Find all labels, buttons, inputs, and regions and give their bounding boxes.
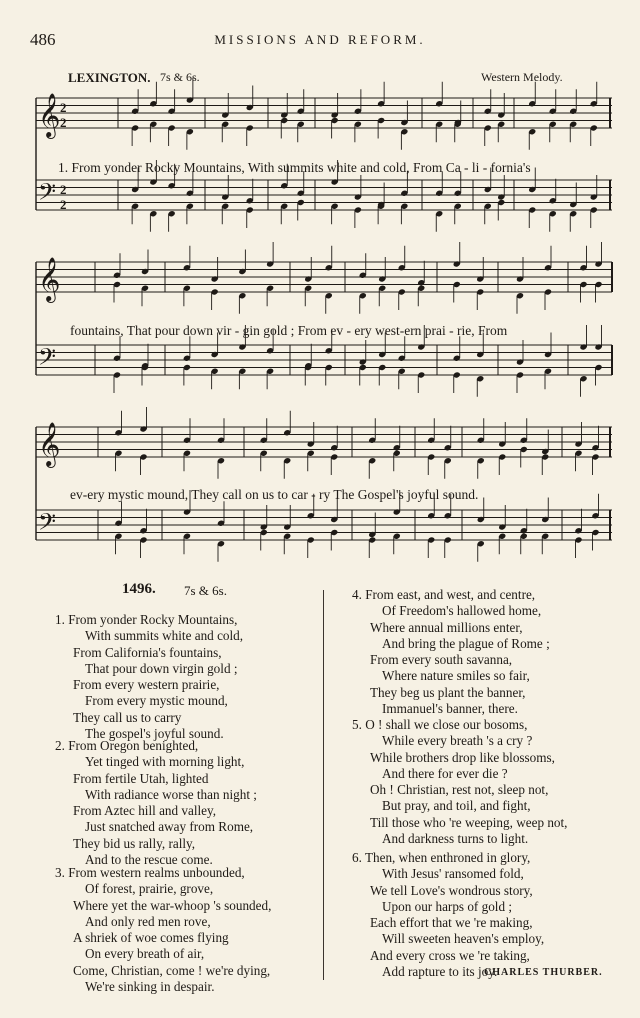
tune-source: Western Melody. [481, 70, 563, 84]
verse-line: 6. Then, when enthroned in glory, [352, 850, 531, 865]
treble-clef: 𝄞 [38, 422, 61, 466]
verse-line: From every western prairie, [73, 677, 220, 693]
lyric-line-2: fountains, That pour down vir - gin gold ; From ev - ery west-ern prai - rie, From [70, 323, 508, 338]
verse-line: From fertile Utah, lighted [73, 770, 209, 786]
verse-line: They call us to carry [73, 709, 182, 725]
verse-line: They bid us rally, rally, [73, 835, 196, 851]
time-signature: 2 [60, 197, 67, 212]
time-signature: 2 [60, 100, 67, 115]
verse-line: They beg us plant the banner, [370, 684, 526, 700]
verse-line: From Aztec hill and valley, [73, 803, 217, 819]
verse-4 [352, 587, 550, 717]
verse-line: 2. From Oregon benighted, [55, 738, 199, 753]
verse-1 [55, 612, 243, 742]
verse-line: And every cross we 're taking, [370, 947, 530, 963]
verse-line: Of forest, prairie, grove, [85, 881, 214, 897]
verse-line: With summits white and cold, [85, 628, 244, 644]
tune-name: LEXINGTON. [68, 70, 151, 85]
verse-line: And darkness turns to light. [382, 831, 529, 847]
running-title: MISSIONS AND REFORM. [214, 32, 426, 47]
verse-6 [352, 850, 544, 980]
treble-clef: 𝄞 [38, 257, 61, 301]
verse-line: Upon our harps of gold ; [382, 898, 513, 914]
verse-line: But pray, and toil, and fight, [382, 798, 531, 814]
time-signature: 2 [60, 182, 67, 197]
verse-line: 1. From yonder Rocky Mountains, [55, 612, 238, 627]
verse-line: Each effort that we 're making, [370, 915, 533, 931]
verse-line: 4. From east, and west, and centre, [352, 587, 536, 602]
verse-line: Where yet the war-whoop 's sounded, [73, 897, 272, 913]
verse-line: Till those who 're weeping, weep not, [370, 814, 568, 830]
treble-clef: 𝄞 [38, 93, 61, 137]
verse-line: Where annual millions enter, [370, 619, 523, 635]
verse-5 [352, 717, 567, 847]
verse-line: From California's fountains, [73, 644, 222, 660]
verse-line: And only red men rove, [85, 913, 211, 929]
attribution: CHARLES THURBER. [484, 967, 603, 978]
verse-line: That pour down virgin gold ; [85, 660, 238, 676]
bass-clef: 𝄢 [38, 508, 57, 541]
hymn-number: 1496. [122, 581, 156, 597]
verse-line: From every mystic mound, [85, 693, 228, 709]
verse-line: Will sweeten heaven's employ, [382, 931, 545, 947]
hymn-meter: 7s & 6s. [184, 583, 227, 598]
verse-line: The gospel's joyful sound. [85, 726, 224, 742]
verse-line: With radiance worse than night ; [85, 786, 257, 802]
lyric-line-3: ev-ery mystic mound, They call on us to car - ry The Gospel's joyful sound. [70, 487, 479, 502]
verse-line: While every breath 's a cry ? [382, 733, 533, 749]
bass-clef: 𝄢 [38, 343, 57, 376]
verse-line: Of Freedom's hallowed home, [382, 603, 542, 619]
verse-line: We tell Love's wondrous story, [370, 882, 533, 898]
verse-3 [55, 865, 271, 995]
time-signature: 2 [60, 115, 67, 130]
verse-line: A shriek of woe comes flying [73, 930, 229, 946]
verse-line: And bring the plague of Rome ; [382, 635, 550, 651]
column-divider [323, 590, 324, 980]
verse-line: And there for ever die ? [382, 765, 508, 781]
verse-2 [55, 738, 257, 868]
lyric-line-1: 1. From yonder Rocky Mountains, With summits white and cold, From Ca - li - fornia's [58, 160, 531, 175]
verse-line: Immanuel's banner, there. [382, 701, 518, 717]
verse-line: 5. O ! shall we close our bosoms, [352, 717, 528, 732]
verse-line: Where nature smiles so fair, [382, 668, 530, 684]
bass-clef: 𝄢 [38, 178, 57, 211]
verse-line: Just snatched away from Rome, [85, 819, 254, 835]
verse-line: Add rapture to its joy. [382, 964, 498, 980]
verse-line: Yet tinged with morning light, [85, 754, 245, 770]
page-number: 486 [30, 30, 56, 49]
verse-line: And to the rescue come. [85, 852, 213, 868]
verse-line: We're sinking in despair. [85, 979, 215, 995]
verse-line: 3. From western realms unbounded, [55, 865, 245, 880]
tune-meter: 7s & 6s. [160, 70, 200, 84]
verse-line: Oh ! Christian, rest not, sleep not, [370, 782, 549, 798]
verse-line: With Jesus' ransomed fold, [382, 866, 524, 882]
verse-line: Come, Christian, come ! we're dying, [73, 962, 271, 978]
verse-line: While brothers drop like blossoms, [370, 749, 555, 765]
verse-line: From every south savanna, [370, 652, 513, 668]
verse-line: On every breath of air, [85, 946, 205, 962]
